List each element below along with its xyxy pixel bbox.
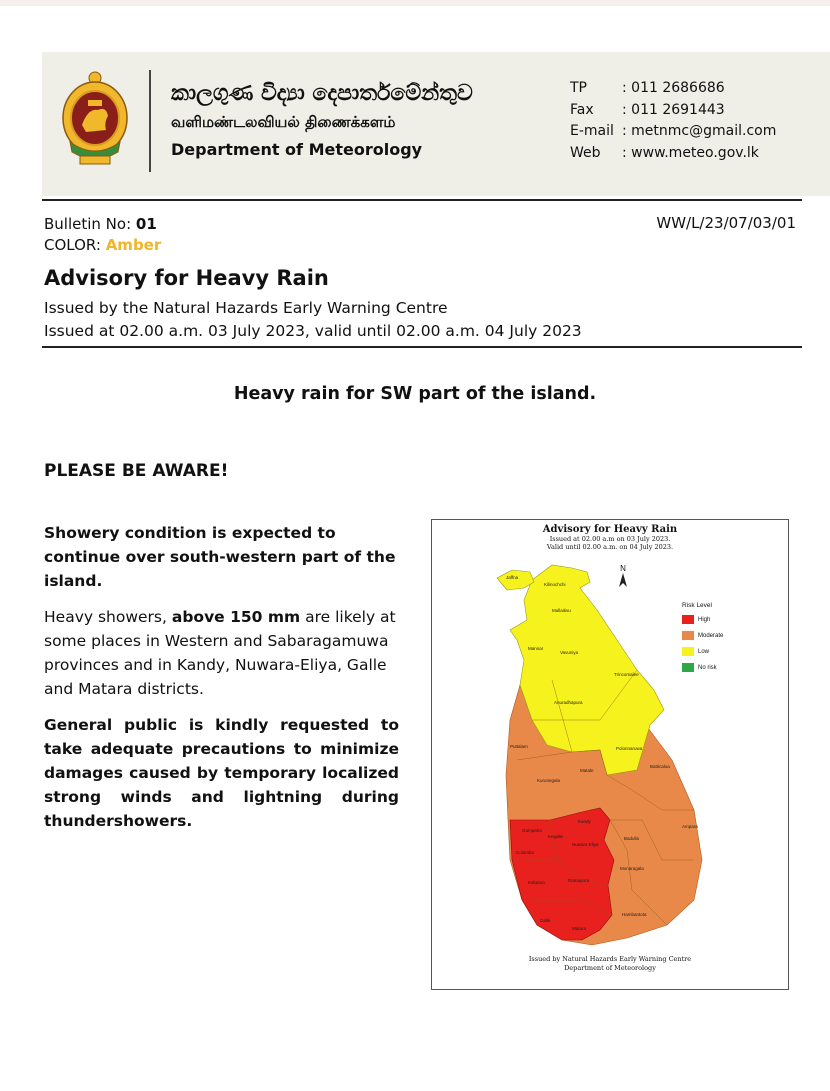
- contact-label: TP: [570, 80, 587, 96]
- contact-row: [570, 143, 776, 165]
- contact-value: : 011 2686686: [622, 80, 725, 96]
- legend-swatch: [682, 631, 694, 640]
- label-puttalam: Puttalam: [510, 744, 528, 749]
- map-legend: [682, 602, 723, 679]
- label-monaragala: Monaragala: [620, 866, 644, 871]
- bulletin-number: [44, 214, 161, 235]
- region-low-jaffna: [497, 570, 534, 590]
- label-matale: Matale: [580, 768, 594, 773]
- legend-item-low: [682, 647, 723, 656]
- bulletin-color-value: Amber: [105, 236, 162, 254]
- label-anuradhapura: Anuradhapura: [554, 700, 583, 705]
- advisory-text: [44, 521, 399, 845]
- contact-label: Web: [570, 144, 601, 161]
- contact-row: [570, 100, 776, 122]
- bulletin-number-label: Bulletin No:: [44, 215, 136, 233]
- contact-label: Fax: [570, 101, 594, 118]
- letterhead: [42, 52, 830, 196]
- bulletin-number-value: 01: [135, 215, 157, 233]
- label-batticaloa: Batticaloa: [650, 764, 670, 769]
- north-label: N: [620, 564, 626, 573]
- issued-at: Issued at 02.00 a.m. 03 July 2023, valid until 02.00 a.m. 04 July 2023: [44, 322, 582, 340]
- label-galle: Galle: [540, 918, 551, 923]
- map-title: Advisory for Heavy Rain: [542, 524, 678, 535]
- label-vavuniya: Vavuniya: [560, 650, 579, 655]
- contact-value: : 011 2691443: [622, 101, 725, 118]
- label-mannar: Mannar: [528, 646, 544, 651]
- header-divider: [149, 70, 151, 172]
- legend-label: No risk: [698, 664, 717, 671]
- label-colombo: Colombo: [516, 850, 535, 855]
- legend-item-no-risk: [682, 663, 723, 672]
- showers-amount: above 150 mm: [171, 608, 301, 626]
- map-valid: Valid until 02.00 a.m. on 04 July 2023.: [546, 543, 674, 551]
- island-map: [432, 520, 788, 989]
- label-ampara: Ampara: [682, 824, 698, 829]
- contact-label: E-mail: [570, 123, 614, 139]
- map-footer: [432, 955, 788, 973]
- contact-website[interactable]: : www.meteo.gov.lk: [622, 144, 759, 161]
- contact-row: [570, 78, 776, 100]
- label-kandy: Kandy: [578, 819, 591, 824]
- showers-text-b: are likely at some places in Western and Sabaragamuwa provinces and in Kandy, Nuwara-Eliya, Galle and Matara districts.: [44, 608, 396, 698]
- top-strip: [0, 0, 830, 6]
- label-jaffna: Jaffna: [506, 575, 519, 580]
- risk-map: [431, 519, 789, 990]
- department-name-english: Department of Meteorology: [171, 140, 423, 159]
- legend-item-moderate: [682, 631, 723, 640]
- showers-text-a: Heavy showers,: [44, 608, 172, 626]
- legend-label: High: [698, 616, 711, 623]
- label-ratnapura: Ratnapura: [568, 878, 590, 883]
- paragraph-condition: Showery condition is expected to continue over south-western part of the island.: [44, 524, 396, 590]
- label-matara: Matara: [572, 926, 587, 931]
- legend-label: Moderate: [698, 632, 724, 639]
- paragraph-precautions: General public is kindly requested to take adequate precautions to minimize damages caused by temporary localized strong winds and lightning during thundershowers.: [44, 716, 399, 830]
- contact-info: [570, 78, 776, 164]
- legend-swatch: [682, 615, 694, 624]
- legend-label: Low: [698, 648, 710, 655]
- label-kalutara: Kalutara: [528, 880, 545, 885]
- label-badulla: Badulla: [624, 836, 640, 841]
- issue-details: [44, 297, 582, 343]
- legend-title: Risk Level: [682, 602, 712, 609]
- advisory-title: Advisory for Heavy Rain: [44, 266, 329, 290]
- bulletin-color: [44, 235, 161, 256]
- department-name-sinhala: කාලගුණ විද්‍යා දෙපාර්තමේන්තුව: [171, 81, 473, 106]
- department-name-tamil: வளிமண்டலவியல் திணைக்களம்: [171, 113, 396, 131]
- legend-swatch: [682, 647, 694, 656]
- label-mullaitivu: Mullaitivu: [552, 608, 571, 613]
- contact-row: [570, 121, 776, 143]
- label-kurunegala: Kurunegala: [537, 778, 561, 783]
- label-nuwara-eliya: Nuwara Eliya: [572, 842, 599, 847]
- paragraph-showers: [44, 605, 399, 701]
- sri-lanka-emblem-icon: [60, 70, 130, 170]
- map-footer-issuer: Issued by Natural Hazards Early Warning Centre: [528, 955, 692, 963]
- label-polonnaruwa: Polonnaruwa: [616, 746, 643, 751]
- top-rule: [42, 199, 802, 201]
- bottom-rule: [42, 346, 802, 348]
- contact-email[interactable]: : metnmc@gmail.com: [622, 123, 777, 139]
- department-names: [171, 80, 473, 162]
- issued-by: Issued by the Natural Hazards Early Warning Centre: [44, 299, 448, 317]
- legend-item-high: [682, 615, 723, 624]
- bulletin-meta: [44, 214, 161, 256]
- map-issued: Issued at 02.00 a.m on 03 July 2023.: [549, 535, 671, 543]
- label-hambantota: Hambantota: [622, 912, 647, 917]
- label-kegalle: Kegalle: [548, 834, 564, 839]
- label-trincomalee: Trincomalee: [614, 672, 639, 677]
- aware-heading: PLEASE BE AWARE!: [44, 461, 229, 481]
- bulletin-reference: WW/L/23/07/03/01: [656, 214, 796, 232]
- bulletin-color-label: COLOR:: [44, 236, 106, 254]
- label-gampaha: Gampaha: [522, 828, 542, 833]
- headline: Heavy rain for SW part of the island.: [233, 384, 597, 404]
- map-footer-department: Department of Meteorology: [564, 964, 656, 972]
- legend-swatch: [682, 663, 694, 672]
- label-kilinochchi: Kilinochchi: [544, 582, 566, 587]
